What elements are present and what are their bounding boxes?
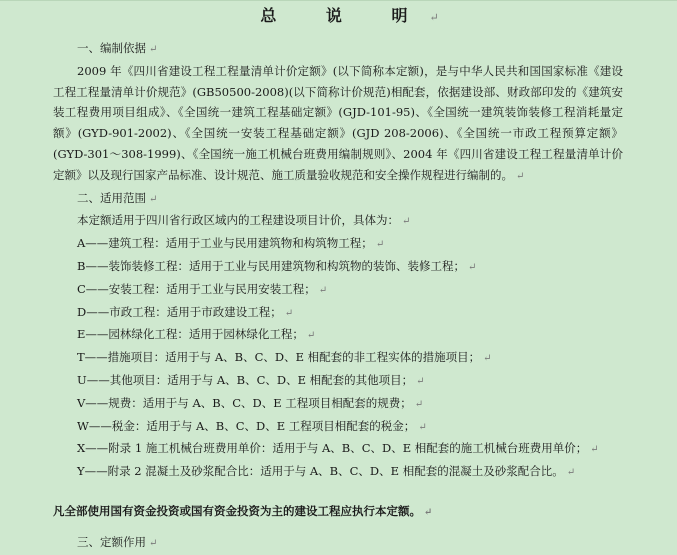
spacer	[53, 484, 623, 492]
title-text: 总 说 明	[260, 6, 430, 25]
section-heading-function: 三、定额作用 ↵	[77, 534, 158, 549]
paragraph-mark-icon: ↵	[402, 216, 411, 228]
paragraph-mark-icon: ↵	[149, 537, 158, 549]
section-heading-basis: 一、编制依据 ↵	[77, 41, 158, 55]
paragraph-mark-icon: ↵	[429, 11, 439, 24]
list-item: T——措施项目：适用于与 A、B、C、D、E 相配套的非工程实体的措施项目； ↵	[77, 350, 492, 365]
scope-intro: 本定额适用于四川省行政区域内的工程建设项目计价，具体为： ↵	[77, 213, 411, 228]
list-item: A——建筑工程：适用于工业与民用建筑物和构筑物工程； ↵	[77, 236, 385, 251]
list-item: W——税金：适用于与 A、B、C、D、E 工程项目相配套的税金； ↵	[77, 418, 427, 433]
section-paragraph-basis: 2009 年《四川省建设工程工程量清单计价定额》(以下简称本定额)，是与中华人民共和国国家标准《建设工程工程量清单计价规范》(GB50500-2008)(以下简称计价规范)相配套，依据建设部、财政部印发的《建筑安装工程费用项目组成》、《全国统一建筑工程基础定额》(GJD-101-95)、《全国统一建筑装饰装修工程消耗量定额》(GYD-901-2002)、《全国统一安装工程基础定额》(GJD 208-2006)、《全国统一市政工程预算定额》(GYD-301～308-1999)、《全国统一施工机械台班费用编制规则》、2004 年《四川省建设工程工程量清单计价定额》以及现行国家产品标准、设计规范、施工质量验收规范和安全操作规程进行编制的。 ↵	[53, 63, 623, 182]
paragraph-mark-icon: ↵	[424, 506, 433, 518]
paragraph-mark-icon: ↵	[516, 170, 525, 182]
paragraph-mark-icon: ↵	[416, 375, 425, 387]
paragraph-mark-icon: ↵	[414, 398, 424, 410]
list-item: Y——附录 2 混凝土及砂浆配合比：适用于与 A、B、C、D、E 相配套的混凝土及砂浆配合比。 ↵	[77, 464, 576, 479]
list-item: X——附录 1 施工机械台班费用单价：适用于与 A、B、C、D、E 相配套的施工机械台班费用单价； ↵	[77, 441, 599, 456]
document-body	[53, 38, 623, 555]
spacer	[53, 524, 623, 532]
bold-note: 凡全部使用国有资金投资或国有资金投资为主的建设工程应执行本定额。 ↵	[53, 503, 433, 518]
paragraph-mark-icon: ↵	[149, 193, 158, 205]
list-item: B——装饰装修工程：适用于工业与民用建筑物和构筑物的装饰、装修工程； ↵	[77, 258, 477, 273]
paragraph-mark-icon: ↵	[284, 307, 294, 319]
list-item: V——规费：适用于与 A、B、C、D、E 工程项目相配套的规费； ↵	[77, 395, 424, 410]
section-heading-scope: 二、适用范围 ↵	[77, 190, 158, 205]
paragraph-mark-icon: ↵	[467, 261, 477, 273]
paragraph-mark-icon: ↵	[483, 353, 492, 365]
document-title	[0, 3, 677, 26]
list-item: C——安装工程：适用于工业与民用安装工程； ↵	[77, 281, 328, 296]
list-item: D——市政工程：适用于市政建设工程； ↵	[77, 304, 294, 319]
top-rule	[0, 0, 677, 1]
paragraph-mark-icon: ↵	[306, 330, 316, 342]
paragraph-mark-icon: ↵	[566, 467, 576, 479]
paragraph-mark-icon: ↵	[590, 444, 599, 456]
paragraph-mark-icon: ↵	[418, 421, 427, 433]
list-item: E——园林绿化工程：适用于园林绿化工程； ↵	[77, 327, 316, 342]
list-item: U——其他项目：适用于与 A、B、C、D、E 相配套的其他项目； ↵	[77, 372, 425, 387]
paragraph-mark-icon: ↵	[375, 239, 385, 251]
paragraph-mark-icon: ↵	[149, 44, 158, 55]
paragraph-mark-icon: ↵	[318, 284, 328, 296]
